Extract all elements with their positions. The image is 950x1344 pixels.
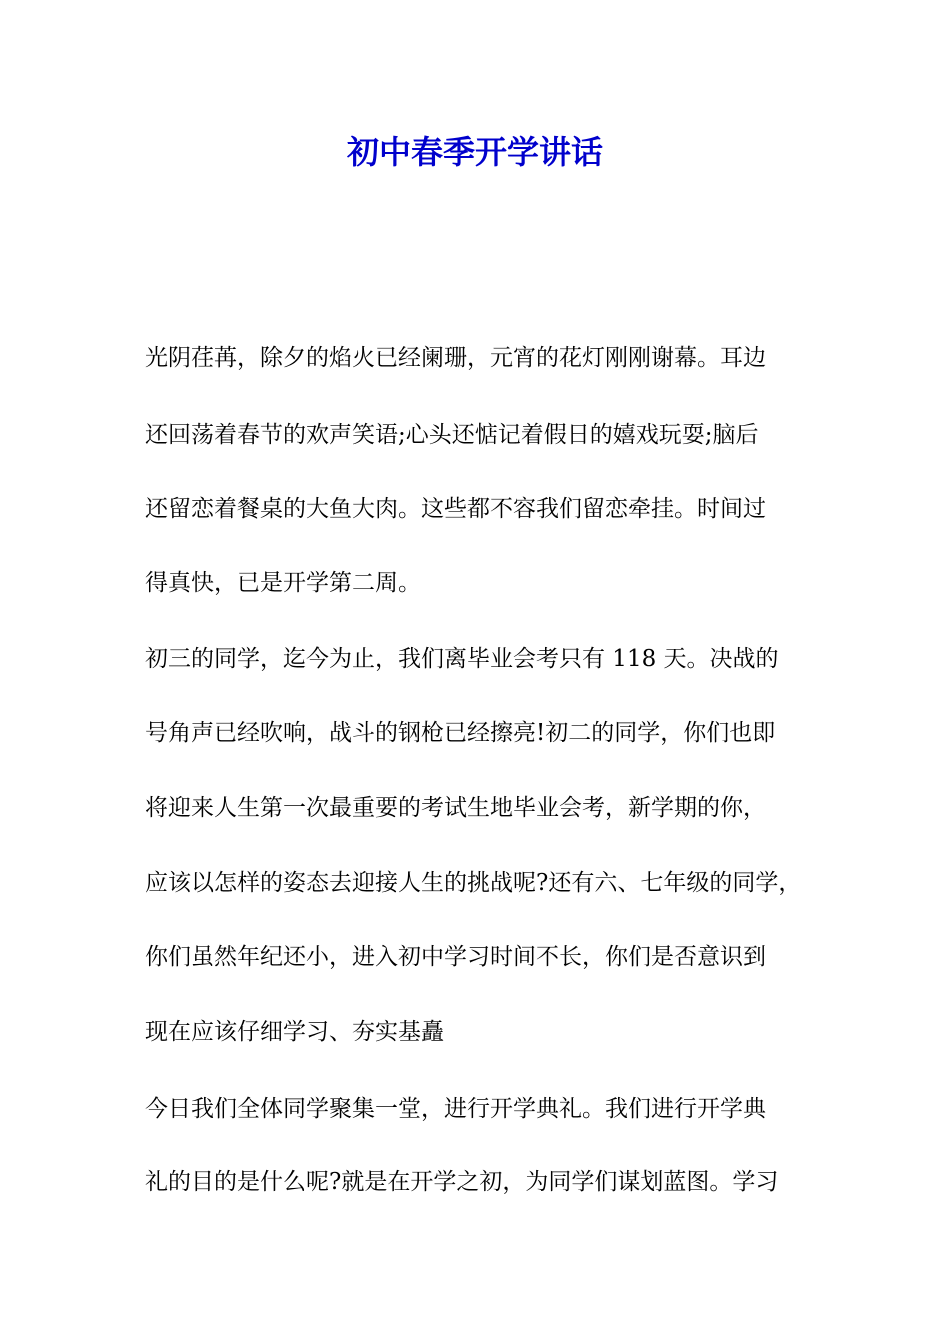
body-line: 你们虽然年纪还小，进入初中学习时间不长，你们是否意识到 xyxy=(145,944,766,970)
body-line: 还留恋着餐桌的大鱼大肉。这些都不容我们留恋牵挂。时间过 xyxy=(145,496,766,522)
body-line: 礼的目的是什么呢?就是在开学之初，为同学们谋划蓝图。学习 xyxy=(145,1169,779,1195)
body-line: 初三的同学，迄今为止，我们离毕业会考只有 118 天。决战的 xyxy=(145,646,779,672)
body-line: 还回荡着春节的欢声笑语;心头还惦记着假日的嬉戏玩耍;脑后 xyxy=(145,422,759,448)
body-line: 光阴荏苒，除夕的焰火已经阑珊，元宵的花灯刚刚谢幕。耳边 xyxy=(145,345,766,371)
document-title: 初中春季开学讲话 xyxy=(346,133,603,171)
body-line: 现在应该仔细学习、夯实基矗 xyxy=(145,1019,444,1045)
body-line: 将迎来人生第一次最重要的考试生地毕业会考，新学期的你， xyxy=(145,795,766,821)
body-line: 今日我们全体同学聚集一堂，进行开学典礼。我们进行开学典 xyxy=(145,1096,766,1122)
body-line: 得真快，已是开学第二周。 xyxy=(145,570,421,596)
body-line: 号角声已经吹响，战斗的钢枪已经擦亮!初二的同学，你们也即 xyxy=(145,720,776,746)
body-line: 应该以怎样的姿态去迎接人生的挑战呢?还有六、七年级的同学， xyxy=(145,870,802,896)
